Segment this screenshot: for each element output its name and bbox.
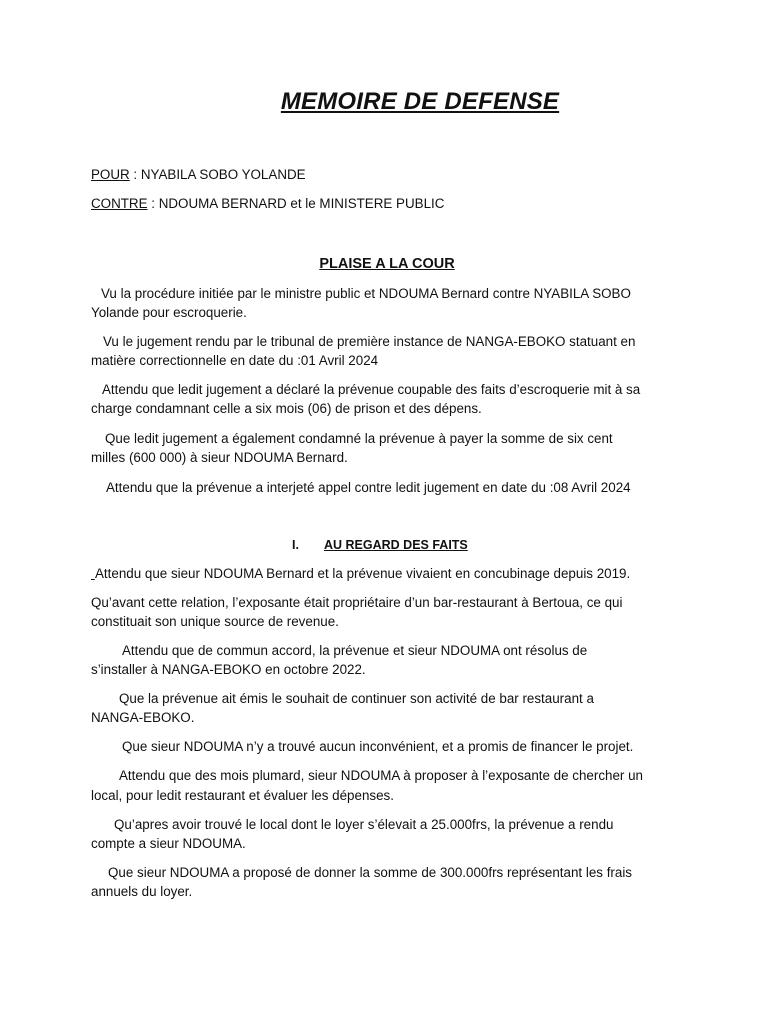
fact-8-line-2: annuels du loyer.	[91, 884, 193, 899]
pour-label: POUR	[91, 167, 130, 182]
fact-7-line-1: Qu’apres avoir trouvé le local dont le loyer s’élevait a 25.000frs, la prévenue a rendu	[114, 817, 614, 832]
intro-3-line-1: Attendu que ledit jugement a déclaré la prévenue coupable des faits d’escroquerie mit à sa	[102, 382, 641, 397]
contre-text: : NDOUMA BERNARD et le MINISTERE PUBLIC	[147, 196, 445, 211]
fact-1-line-1	[91, 566, 630, 582]
fact-6-line-2: local, pour ledit restaurant et évaluer les dépenses.	[91, 788, 394, 803]
fact-4-line-2: NANGA-EBOKO.	[91, 710, 195, 725]
fact-5-line-1: Que sieur NDOUMA n’y a trouvé aucun inconvénient, et a promis de financer le projet.	[122, 739, 634, 754]
section-number: I.	[292, 538, 299, 552]
contre-label: CONTRE	[91, 196, 148, 211]
intro-1-line-2: Yolande pour escroquerie.	[91, 305, 247, 320]
intro-3-line-2: charge condamnant celle a six mois (06) de prison et des dépens.	[91, 401, 482, 416]
intro-5-line-1: Attendu que la prévenue a interjeté appel contre ledit jugement en date du :08 Avril 2024	[106, 480, 631, 495]
fact-2-line-2: constituait son unique source de revenue.	[91, 614, 339, 629]
fact-7-line-2: compte a sieur NDOUMA.	[91, 836, 246, 851]
intro-4-line-1: Que ledit jugement a également condamné la prévenue à payer la somme de six cent	[105, 431, 613, 446]
fact-4-line-1: Que la prévenue ait émis le souhait de continuer son activité de bar restaurant a	[119, 691, 594, 706]
intro-1-line-1: Vu la procédure initiée par le ministre public et NDOUMA Bernard contre NYABILA SOBO	[101, 286, 631, 301]
fact-6-line-1: Attendu que des mois plumard, sieur NDOUMA à proposer à l’exposante de chercher un	[119, 768, 643, 783]
intro-2-line-2: matière correctionnelle en date du :01 Avril 2024	[91, 353, 379, 368]
fact-2-line-1: Qu’avant cette relation, l’exposante était propriétaire d’un bar-restaurant à Bertoua, ce qui	[91, 595, 623, 610]
intro-2-line-1: Vu le jugement rendu par le tribunal de première instance de NANGA-EBOKO statuant en	[103, 334, 636, 349]
section-title: AU REGARD DES FAITS	[324, 538, 468, 552]
fact-3-line-2: s’installer à NANGA-EBOKO en octobre 2022.	[91, 662, 366, 677]
plaise-heading: PLAISE A LA COUR	[319, 256, 455, 272]
contre-line	[91, 196, 444, 212]
fact-1-text: Attendu que sieur NDOUMA Bernard et la prévenue vivaient en concubinage depuis 2019.	[95, 566, 631, 581]
pour-line	[91, 167, 306, 183]
pour-text: : NYABILA SOBO YOLANDE	[129, 167, 306, 182]
section-heading	[292, 538, 468, 552]
document-title: MEMOIRE DE DEFENSE	[280, 88, 560, 115]
fact-8-line-1: Que sieur NDOUMA a proposé de donner la somme de 300.000frs représentant les frais	[108, 865, 632, 880]
intro-4-line-2: milles (600 000) à sieur NDOUMA Bernard.	[91, 450, 348, 465]
fact-3-line-1: Attendu que de commun accord, la prévenue et sieur NDOUMA ont résolus de	[122, 643, 588, 658]
